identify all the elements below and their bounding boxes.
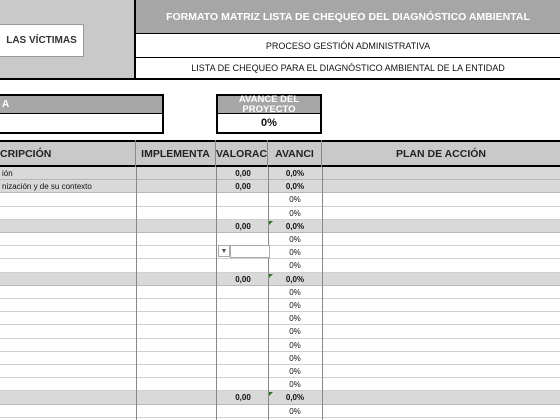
row-description[interactable]: ión (2, 169, 13, 178)
row-description[interactable] (2, 220, 134, 233)
project-progress-value[interactable]: 0% (216, 114, 322, 134)
left-box-value-cell[interactable] (0, 114, 164, 134)
row-description[interactable] (2, 312, 134, 325)
row-progress[interactable]: 0% (289, 248, 301, 258)
row-progress[interactable]: 0% (289, 261, 301, 271)
project-progress-label: AVANCE DEL PROYECTO (216, 94, 322, 114)
cell-comment-flag-icon (269, 274, 273, 278)
row-valuation[interactable] (218, 325, 268, 338)
row-valuation[interactable]: 0,00 (235, 393, 251, 403)
cell-comment-flag-icon (269, 221, 273, 225)
row-description[interactable] (2, 391, 134, 404)
document-title: FORMATO MATRIZ LISTA DE CHEQUEO DEL DIAGNÓSTICO AMBIENTAL (136, 0, 560, 34)
row-progress[interactable]: 0,0% (285, 274, 305, 284)
row-progress[interactable]: 0% (289, 208, 301, 218)
left-box-header: A (0, 94, 164, 114)
row-progress[interactable]: 0% (289, 195, 301, 205)
row-progress[interactable]: 0% (289, 301, 301, 310)
row-progress[interactable]: 0% (289, 327, 301, 337)
row-description[interactable] (2, 339, 134, 352)
dropdown-arrow-icon[interactable]: ▼ (218, 245, 230, 257)
row-progress[interactable]: 0,0% (285, 393, 305, 403)
row-description[interactable] (2, 299, 134, 312)
grid-line (136, 167, 137, 420)
row-description[interactable] (2, 325, 134, 338)
row-progress[interactable]: 0% (289, 380, 301, 390)
row-valuation[interactable] (218, 299, 268, 312)
row-valuation[interactable]: 0,00 (235, 169, 251, 178)
row-description[interactable] (2, 273, 134, 286)
row-progress[interactable]: 0% (289, 287, 301, 297)
row-valuation[interactable] (218, 405, 268, 418)
row-valuation[interactable] (218, 259, 268, 272)
row-valuation[interactable] (218, 312, 268, 325)
grid-line (216, 167, 217, 420)
row-progress[interactable]: 0% (289, 340, 301, 350)
column-header-description[interactable]: CRIPCIÓN (0, 140, 136, 167)
row-progress[interactable]: 0% (289, 367, 301, 376)
row-valuation[interactable] (218, 339, 268, 352)
row-description[interactable] (2, 365, 134, 378)
row-valuation[interactable]: 0,00 (235, 274, 251, 284)
checklist-title: LISTA DE CHEQUEO PARA EL DIAGNÓSTICO AMBIENTAL DE LA ENTIDAD (136, 58, 560, 80)
row-progress[interactable]: 0% (289, 314, 301, 324)
row-description[interactable] (2, 246, 134, 259)
row-description[interactable] (2, 378, 134, 391)
row-valuation[interactable] (218, 352, 268, 365)
column-header-valuation[interactable]: VALORAC (216, 140, 268, 167)
row-progress[interactable]: 0% (289, 353, 301, 363)
row-progress[interactable]: 0% (289, 406, 301, 416)
row-description[interactable] (2, 352, 134, 365)
row-progress[interactable]: 0% (289, 235, 301, 244)
row-valuation[interactable] (218, 365, 268, 378)
row-progress[interactable]: 0,0% (285, 169, 305, 178)
row-valuation[interactable] (218, 378, 268, 391)
grid-line (268, 167, 269, 420)
row-valuation[interactable] (218, 207, 268, 220)
row-description[interactable] (2, 207, 134, 220)
grid-line (322, 167, 323, 420)
row-progress[interactable]: 0,0% (285, 182, 305, 192)
column-header-action-plan[interactable]: PLAN DE ACCIÓN (395, 147, 487, 160)
row-description[interactable] (2, 259, 134, 272)
row-valuation[interactable] (218, 286, 268, 299)
row-description[interactable] (2, 405, 134, 418)
row-valuation[interactable] (218, 193, 268, 206)
row-valuation[interactable]: 0,00 (235, 182, 251, 192)
row-valuation[interactable]: 0,00 (235, 221, 251, 231)
row-description[interactable] (2, 286, 134, 299)
entity-logo-text: LAS VÍCTIMAS (0, 24, 84, 57)
row-description[interactable] (2, 193, 134, 206)
cell-comment-flag-icon (269, 392, 273, 396)
process-name: PROCESO GESTIÓN ADMINISTRATIVA (136, 34, 560, 58)
valuation-dropdown-field[interactable] (230, 245, 270, 258)
row-progress[interactable]: 0,0% (285, 221, 305, 231)
column-header-progress[interactable]: AVANCI (268, 140, 322, 167)
row-description[interactable] (2, 233, 134, 246)
row-description[interactable]: nización y de su contexto (2, 182, 92, 192)
column-header-implementation[interactable]: IMPLEMENTA (136, 140, 216, 167)
